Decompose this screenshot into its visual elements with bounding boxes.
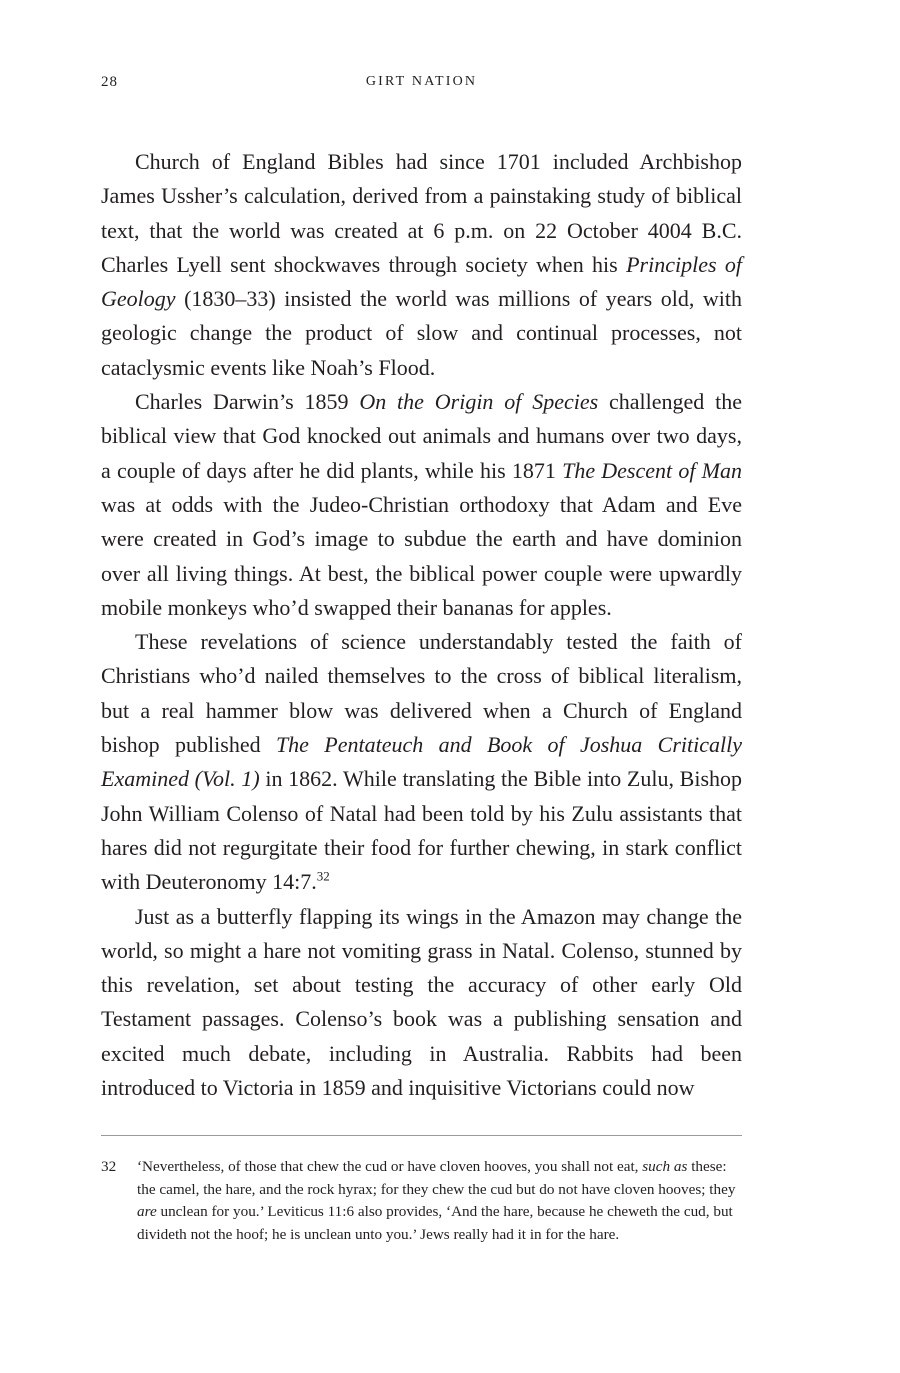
text-run: (1830–33) insisted the world was millions of years old, with geologic change the product of slow and continual processes, not cataclysmic events like Noah’s Flood.	[101, 286, 742, 380]
text-run: these: the camel, the hare, and the rock hyrax; for they chew the cud but do not have cloven hooves; they	[137, 1158, 736, 1198]
footnote-divider	[101, 1135, 742, 1136]
footnote	[101, 1156, 742, 1246]
text-run: ‘Nevertheless, of those that chew the cud or have cloven hooves, you shall not eat,	[137, 1158, 643, 1175]
footnote-reference[interactable]: 32	[316, 868, 330, 884]
text-run: Church of England Bibles had since 1701 included Archbishop James Ussher’s calculation, derived from a painstaking study of biblical text, that the world was created at 6 p.m. on 22 October 4004 B.C. Charles Lyell sent shockwaves through society when his	[101, 149, 742, 277]
text-run: challenged the biblical view that God knocked out animals and humans over two days, a couple of days after he did plants, while his 1871	[101, 389, 742, 483]
page-number: 28	[101, 74, 118, 90]
footnote-text	[137, 1156, 742, 1246]
text-run: in 1862. While translating the Bible into Zulu, Bishop John William Colenso of Natal had been told by his Zulu assistants that hares did not regurgitate their food for further chewing, in stark conflict with Deuteronomy 14:7.	[101, 766, 743, 895]
body-text	[101, 145, 742, 1105]
book-title: On the Origin of Species	[359, 389, 599, 415]
emphasis: such as	[642, 1158, 688, 1175]
paragraph-2	[101, 385, 742, 625]
book-title: The Pentateuch and Book of Joshua Critically Examined (Vol. 1)	[101, 732, 742, 792]
emphasis: are	[137, 1203, 157, 1220]
text-run: Just as a butterfly flapping its wings in the Amazon may change the world, so might a hare not vomiting grass in Natal. Colenso, stunned by this revelation, set about testing the accuracy of other early Old Testament passages. Colenso’s book was a publishing sensation and excited much debate, including in Australia. Rabbits had been introduced to Victoria in 1859 and inquisitive Victorians could now	[101, 903, 742, 1101]
text-run: Charles Darwin’s 1859	[135, 389, 360, 415]
text-run: These revelations of science understandably tested the faith of Christians who’d nailed themselves to the cross of biblical literalism, but a real hammer blow was delivered when a Church of England bishop published	[101, 629, 742, 758]
text-run: unclean for you.’ Leviticus 11:6 also provides, ‘And the hare, because he cheweth the cud, but divideth not the hoof; he is unclean unto you.’ Jews really had it in for the hare.	[137, 1203, 733, 1243]
footnote-number: 32	[101, 1158, 117, 1175]
book-title: Principles of Geology	[101, 251, 742, 312]
paragraph-4	[101, 900, 742, 1106]
book-title: The Descent of Man	[562, 457, 742, 483]
text-run: was at odds with the Judeo-Christian orthodoxy that Adam and Eve were created in God’s image to subdue the earth and have dominion over all living things. At best, the biblical power couple were upwardly mobile monkeys who’d swapped their bananas for apples.	[101, 491, 742, 620]
running-head: GIRT NATION	[365, 74, 478, 89]
paragraph-3	[101, 625, 742, 899]
paragraph-1	[101, 145, 742, 385]
